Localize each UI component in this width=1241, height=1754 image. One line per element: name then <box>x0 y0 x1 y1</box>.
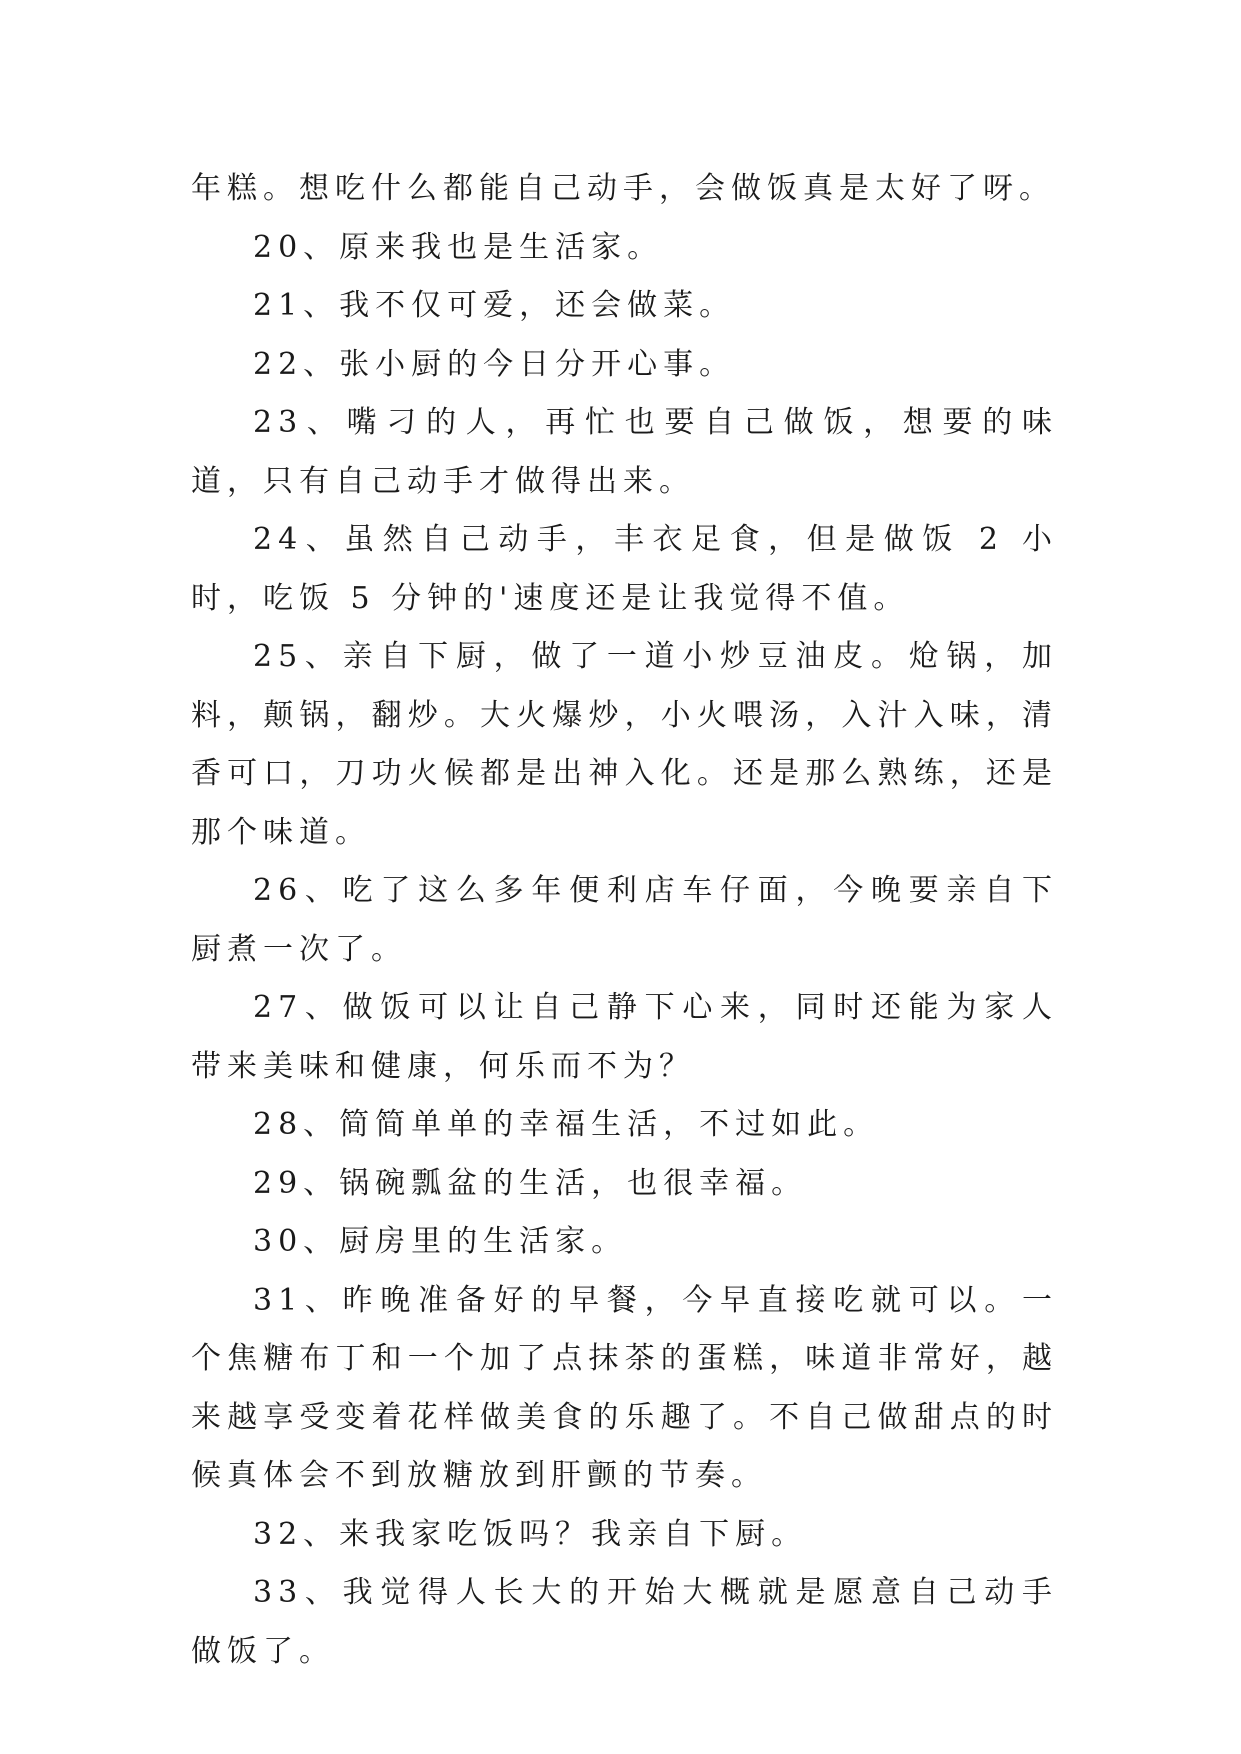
paragraph-item-26: 26、吃了这么多年便利店车仔面，今晚要亲自下厨煮一次了。 <box>191 873 1058 967</box>
paragraph-item-20: 20、原来我也是生活家。 <box>253 229 664 265</box>
paragraph-item-33: 33、我觉得人长大的开始大概就是愿意自己动手做饭了。 <box>191 1575 1058 1669</box>
paragraph-item-22: 22、张小厨的今日分开心事。 <box>253 346 736 382</box>
paragraph-item-23: 23、嘴刁的人，再忙也要自己做饭，想要的味道，只有自己动手才做得出来。 <box>191 405 1058 499</box>
paragraph-item-32: 32、来我家吃饭吗？我亲自下厨。 <box>253 1516 808 1552</box>
paragraph-item-24: 24、虽然自己动手，丰衣足食，但是做饭 2 小时，吃饭 5 分钟的'速度还是让我觉得不值。 <box>191 522 1058 616</box>
paragraph-item-29: 29、锅碗瓢盆的生活，也很幸福。 <box>253 1165 808 1201</box>
paragraph-item-25: 25、亲自下厨，做了一道小炒豆油皮。炝锅，加料，颠锅，翻炒。大火爆炒，小火喂汤，入汁入味，清香可口，刀功火候都是出神入化。还是那么熟练，还是那个味道。 <box>191 639 1058 850</box>
paragraph-item-30: 30、厨房里的生活家。 <box>253 1224 628 1259</box>
paragraph-item-31: 31、昨晚准备好的早餐，今早直接吃就可以。一个焦糖布丁和一个加了点抹茶的蛋糕，味道非常好，越来越享受变着花样做美食的乐趣了。不自己做甜点的时候真体会不到放糖放到肝颤的节奏。 <box>191 1282 1058 1493</box>
document-body <box>191 160 1058 1681</box>
paragraph-item-27: 27、做饭可以让自己静下心来，同时还能为家人带来美味和健康，何乐而不为？ <box>191 990 1058 1084</box>
paragraph-item-21: 21、我不仅可爱，还会做菜。 <box>253 288 736 323</box>
paragraph-continuation: 年糕。想吃什么都能自己动手，会做饭真是太好了呀。 <box>191 171 1055 206</box>
paragraph-item-28: 28、简简单单的幸福生活，不过如此。 <box>253 1107 880 1142</box>
